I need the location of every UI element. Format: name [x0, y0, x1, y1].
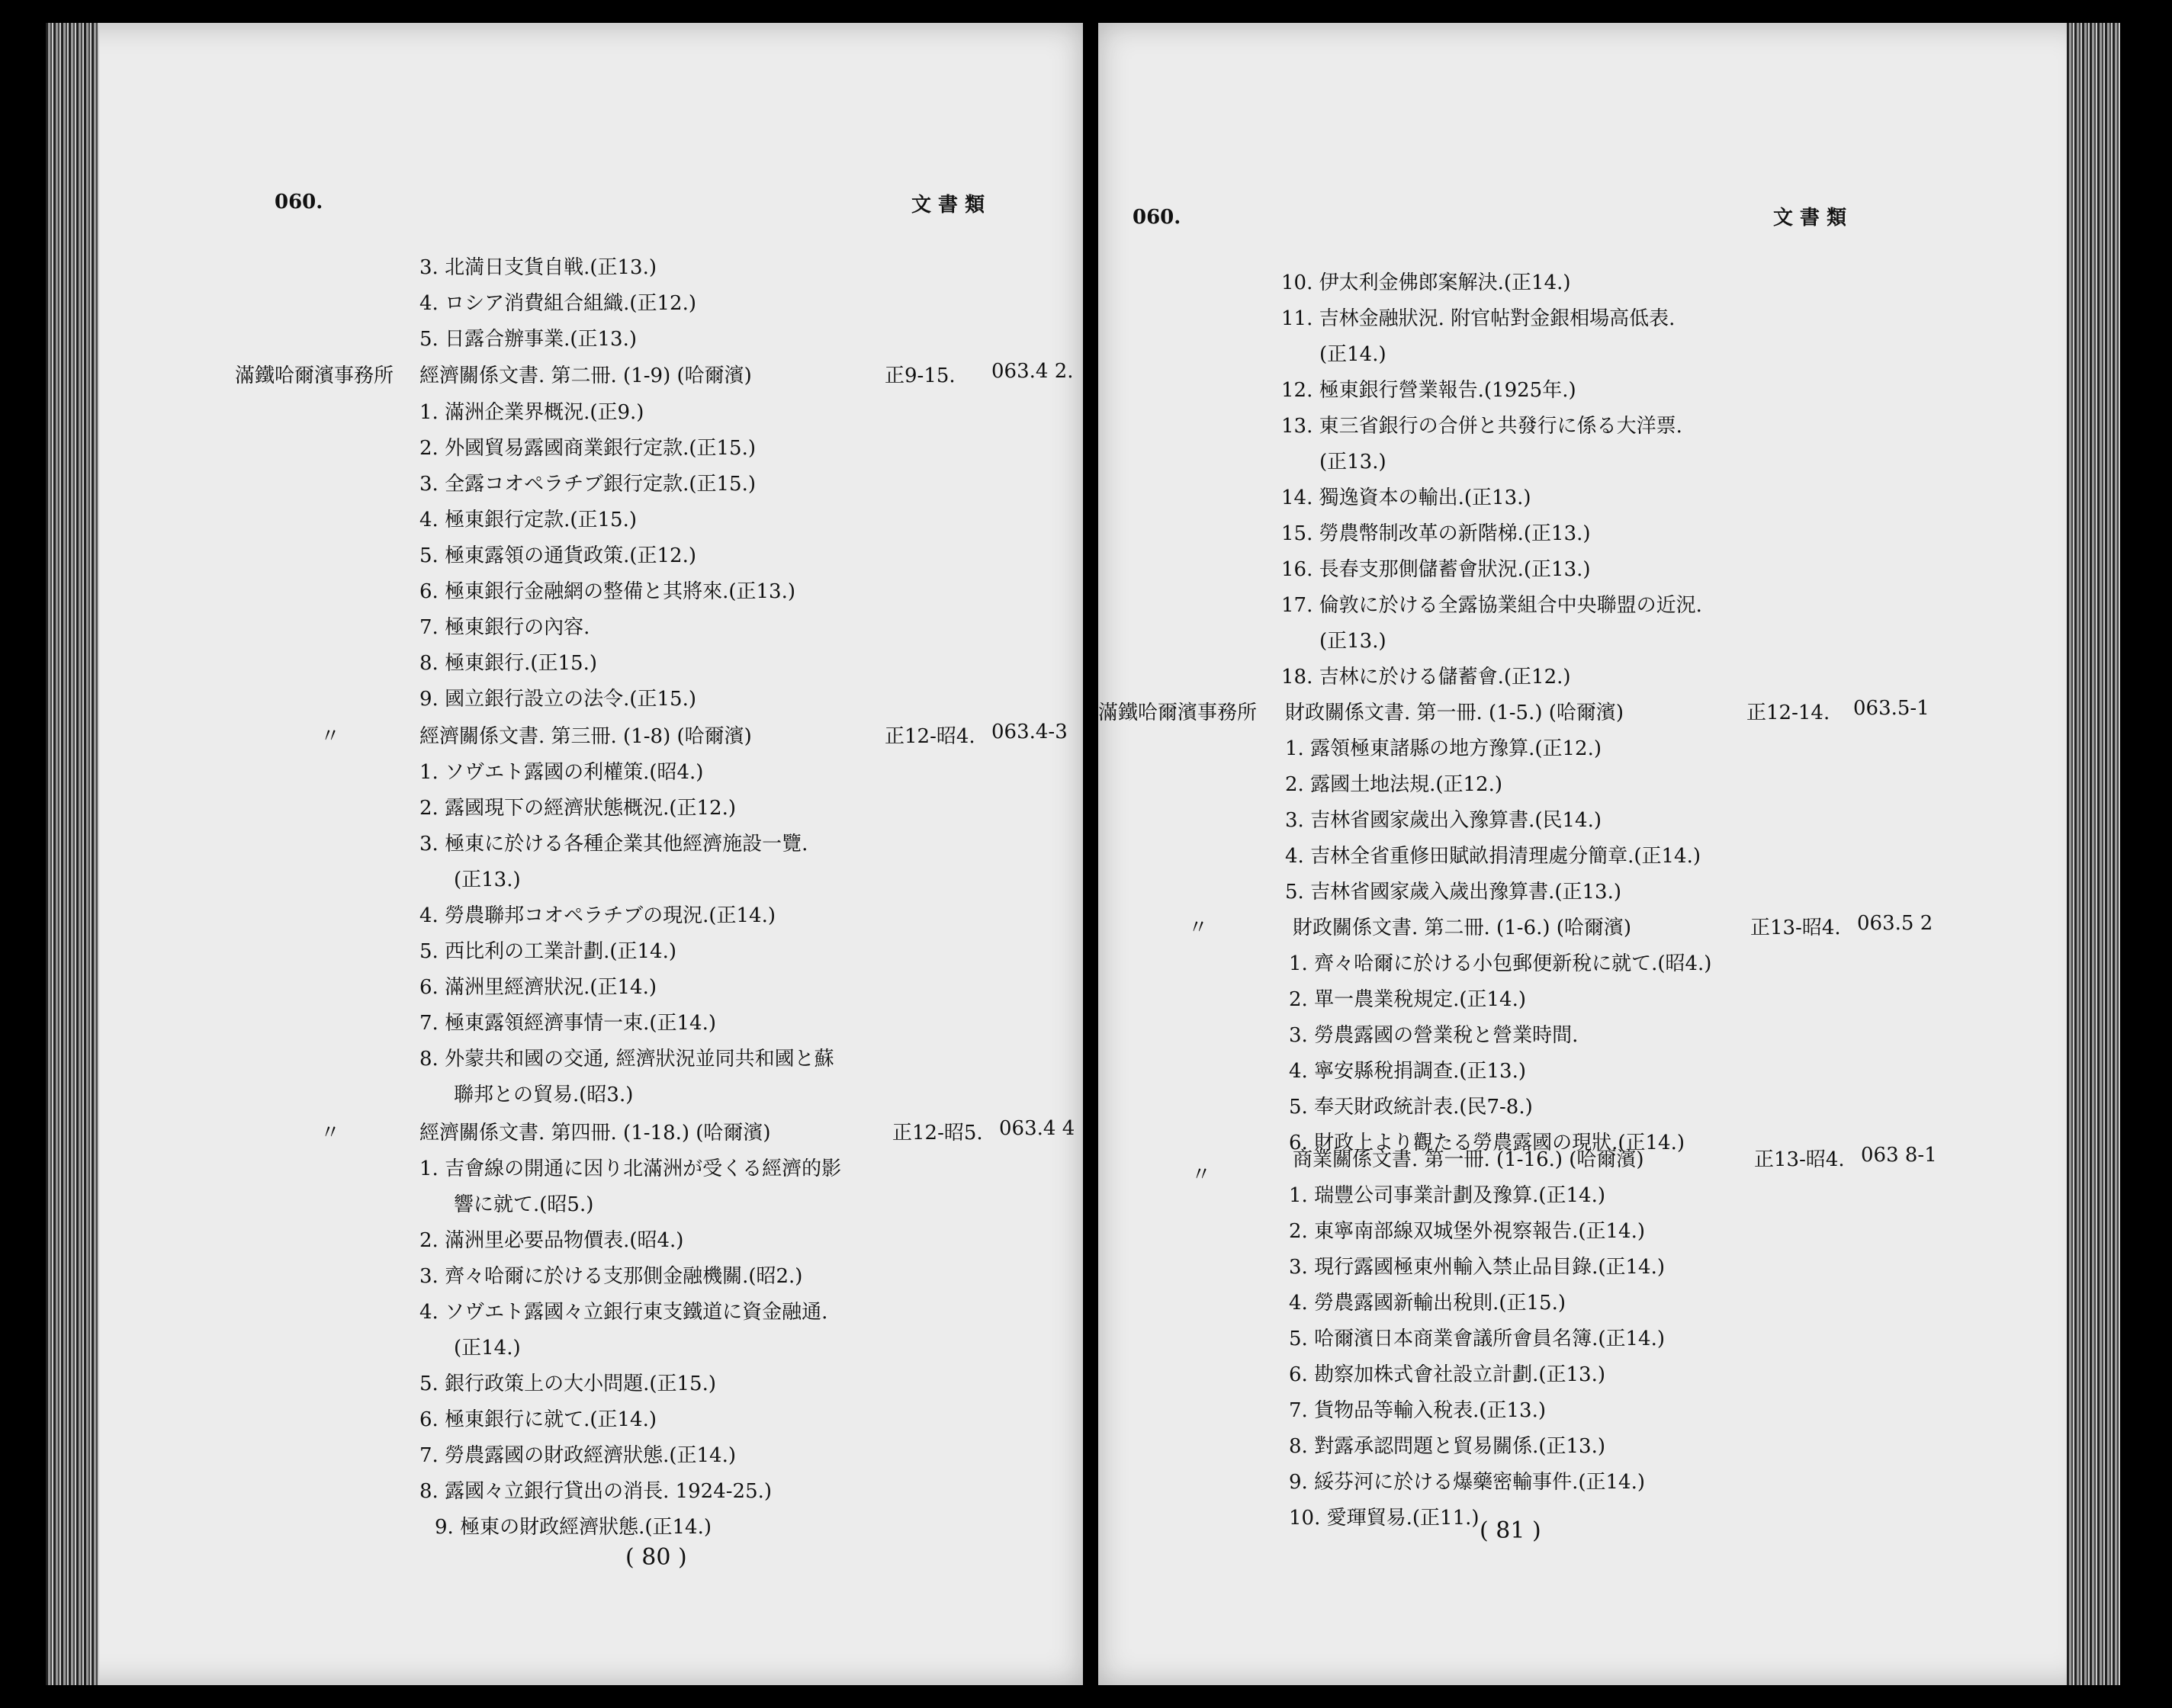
entry-side-label: 〃: [320, 725, 341, 748]
list-item: 9. 極東の財政經濟狀態.(正14.): [435, 1516, 712, 1539]
list-item: 13. 東三省銀行の合併と共發行に係る大洋票.: [1281, 415, 1682, 438]
right-page: [1098, 23, 2090, 1685]
list-item: 聯邦との貿易.(昭3.): [454, 1084, 634, 1106]
list-item: (正13.): [454, 868, 521, 891]
list-item: 4. 勞農露國新輸出稅則.(正15.): [1289, 1292, 1566, 1315]
list-item: 5. 吉林省國家歲入歲出豫算書.(正13.): [1285, 881, 1621, 904]
list-item: 8. 極東銀行.(正15.): [419, 652, 597, 675]
list-item: 7. 勞農露國の財政經濟狀態.(正14.): [419, 1444, 736, 1467]
list-item: 11. 吉林金融狀況. 附官帖對金銀相場高低表.: [1281, 307, 1676, 330]
list-item: 8. 外蒙共和國の交通, 經濟狀況並同共和國と蘇: [419, 1048, 834, 1071]
list-item: 9. 綏芬河に於ける爆藥密輸事件.(正14.): [1289, 1471, 1645, 1494]
entry-date: 正12-14.: [1746, 702, 1830, 724]
list-item: 6. 勘察加株式會社設立計劃.(正13.): [1289, 1363, 1605, 1386]
page-number: ( 80 ): [625, 1544, 687, 1571]
list-item: (正13.): [1319, 451, 1386, 474]
list-item: (正13.): [1319, 630, 1386, 653]
entry-side-label: 〃: [1188, 917, 1209, 939]
entry-title: 經濟關係文書. 第四冊. (1-18.) (哈爾濱): [419, 1122, 771, 1145]
header-title: 文 書 類: [1773, 207, 1847, 230]
list-item: 5. 西比利の工業計劃.(正14.): [419, 940, 676, 963]
list-item: 10. 伊太利金佛郎案解決.(正14.): [1281, 271, 1571, 294]
entry-date: 正9-15.: [885, 364, 956, 387]
list-item: 4. 吉林全省重修田賦畝捐清理處分簡章.(正14.): [1285, 845, 1701, 868]
list-item: 1. 齊々哈爾に於ける小包郵便新稅に就て.(昭4.): [1289, 952, 1712, 975]
list-item: 4. 極東銀行定款.(正15.): [419, 509, 637, 531]
list-item: 10. 愛琿貿易.(正11.): [1289, 1507, 1480, 1530]
list-item: 14. 獨逸資本の輸出.(正13.): [1281, 486, 1531, 509]
entry-code: 063.5 2: [1857, 912, 1933, 935]
left-page: [46, 23, 1083, 1685]
entry-code: 063.4-3: [991, 721, 1068, 743]
list-item: 12. 極東銀行營業報告.(1925年.): [1281, 379, 1576, 402]
list-item: 6. 極東銀行に就て.(正14.): [419, 1408, 657, 1431]
list-item: 5. 哈爾濱日本商業會議所會員名簿.(正14.): [1289, 1328, 1665, 1350]
list-item: 6. 財政上より觀たる勞農露國の現狀.(正14.): [1289, 1132, 1685, 1154]
list-item: 2. 露國現下の經濟狀態概況.(正12.): [419, 797, 736, 820]
list-item: 4. ソヴエト露國々立銀行東支鐵道に資金融通.: [419, 1301, 828, 1324]
list-item: 3. 現行露國極東州輸入禁止品目錄.(正14.): [1289, 1256, 1665, 1279]
entry-side-label: 滿鐵哈爾濱事務所: [235, 364, 394, 387]
list-item: 6. 極東銀行金融網の整備と其將來.(正13.): [419, 580, 795, 603]
list-item: 4. 寧安縣稅捐調查.(正13.): [1289, 1060, 1526, 1083]
entry-code: 063.5-1: [1853, 697, 1929, 720]
list-item: 1. 滿洲企業界概況.(正9.): [419, 401, 644, 424]
list-item: 15. 勞農幣制改革の新階梯.(正13.): [1281, 522, 1591, 545]
list-item: 7. 貨物品等輸入稅表.(正13.): [1289, 1399, 1546, 1422]
list-item: 3. 極東に於ける各種企業其他經濟施設一覽.: [419, 833, 808, 856]
list-item: 6. 滿洲里經濟狀況.(正14.): [419, 976, 657, 999]
page-edge: [2067, 23, 2120, 1685]
list-item: 5. 日露合辦事業.(正13.): [419, 328, 637, 351]
list-item: (正14.): [1319, 343, 1386, 366]
list-item: 2. 外國貿易露國商業銀行定款.(正15.): [419, 437, 756, 460]
header-code: 060.: [1133, 206, 1181, 229]
list-item: 3. 全露コオペラチブ銀行定款.(正15.): [419, 473, 756, 496]
list-item: 3. 勞農露國の營業稅と營業時間.: [1289, 1024, 1579, 1047]
list-item: 2. 滿洲里必要品物價表.(昭4.): [419, 1229, 684, 1252]
entry-title: 商業關係文書. 第一冊. (1-16.) (哈爾濱): [1293, 1148, 1644, 1171]
list-item: 3. 吉林省國家歲出入豫算書.(民14.): [1285, 809, 1602, 832]
entry-side-label: 〃: [320, 1122, 341, 1145]
entry-code: 063.4 2.: [991, 360, 1074, 383]
list-item: 4. ロシア消費組合組織.(正12.): [419, 292, 696, 315]
list-item: 7. 極東銀行の內容.: [419, 616, 590, 639]
entry-date: 正12-昭4.: [885, 725, 975, 748]
list-item: 3. 北満日支貨自戦.(正13.): [419, 256, 657, 279]
list-item: 5. 極東露領の通貨政策.(正12.): [419, 544, 696, 567]
entry-date: 正12-昭5.: [892, 1122, 983, 1145]
list-item: 17. 倫敦に於ける全露協業組合中央聯盟の近況.: [1281, 594, 1702, 617]
list-item: 1. 瑞豐公司事業計劃及豫算.(正14.): [1289, 1184, 1605, 1207]
header-title: 文 書 類: [911, 194, 985, 217]
list-item: (正14.): [454, 1337, 521, 1360]
list-item: 5. 銀行政策上の大小問題.(正15.): [419, 1372, 716, 1395]
list-item: 5. 奉天財政統計表.(民7-8.): [1289, 1096, 1533, 1119]
entry-date: 正13-昭4.: [1750, 917, 1841, 939]
list-item: 4. 勞農聯邦コオペラチブの現況.(正14.): [419, 904, 776, 927]
entry-date: 正13-昭4.: [1754, 1148, 1845, 1171]
entry-code: 063.4 4: [999, 1117, 1075, 1140]
list-item: 16. 長春支那側儲蓄會狀況.(正13.): [1281, 558, 1591, 581]
list-item: 響に就て.(昭5.): [454, 1193, 594, 1216]
entry-side-label: 滿鐵哈爾濱事務所: [1098, 702, 1258, 724]
list-item: 2. 露國土地法規.(正12.): [1285, 773, 1502, 796]
list-item: 1. 吉會線の開通に因り北滿洲が受くる經濟的影: [419, 1157, 842, 1180]
list-item: 8. 對露承認問題と貿易關係.(正13.): [1289, 1435, 1605, 1458]
entry-side-label: 〃: [1191, 1164, 1212, 1186]
list-item: 8. 露國々立銀行貸出の消長. 1924-25.): [419, 1480, 773, 1503]
list-item: 7. 極東露領經濟事情一束.(正14.): [419, 1012, 716, 1035]
header-code: 060.: [275, 191, 323, 214]
entry-title: 財政關係文書. 第一冊. (1-5.) (哈爾濱): [1285, 702, 1624, 724]
entry-title: 經濟關係文書. 第三冊. (1-8) (哈爾濱): [419, 725, 752, 748]
page-edge: [46, 23, 99, 1685]
entry-title: 經濟關係文書. 第二冊. (1-9) (哈爾濱): [419, 364, 752, 387]
entry-code: 063 8-1: [1861, 1144, 1937, 1167]
list-item: 3. 齊々哈爾に於ける支那側金融機關.(昭2.): [419, 1265, 803, 1288]
list-item: 2. 東寧南部線双城堡外視察報告.(正14.): [1289, 1220, 1645, 1243]
entry-title: 財政關係文書. 第二冊. (1-6.) (哈爾濱): [1293, 917, 1632, 939]
list-item: 9. 國立銀行設立の法令.(正15.): [419, 688, 696, 711]
page-number: ( 81 ): [1480, 1517, 1541, 1544]
list-item: 18. 吉林に於ける儲蓄會.(正12.): [1281, 666, 1571, 689]
list-item: 1. 露領極東諸縣の地方豫算.(正12.): [1285, 737, 1602, 760]
list-item: 2. 單一農業稅規定.(正14.): [1289, 988, 1526, 1011]
list-item: 1. ソヴエト露國の利權策.(昭4.): [419, 761, 704, 784]
